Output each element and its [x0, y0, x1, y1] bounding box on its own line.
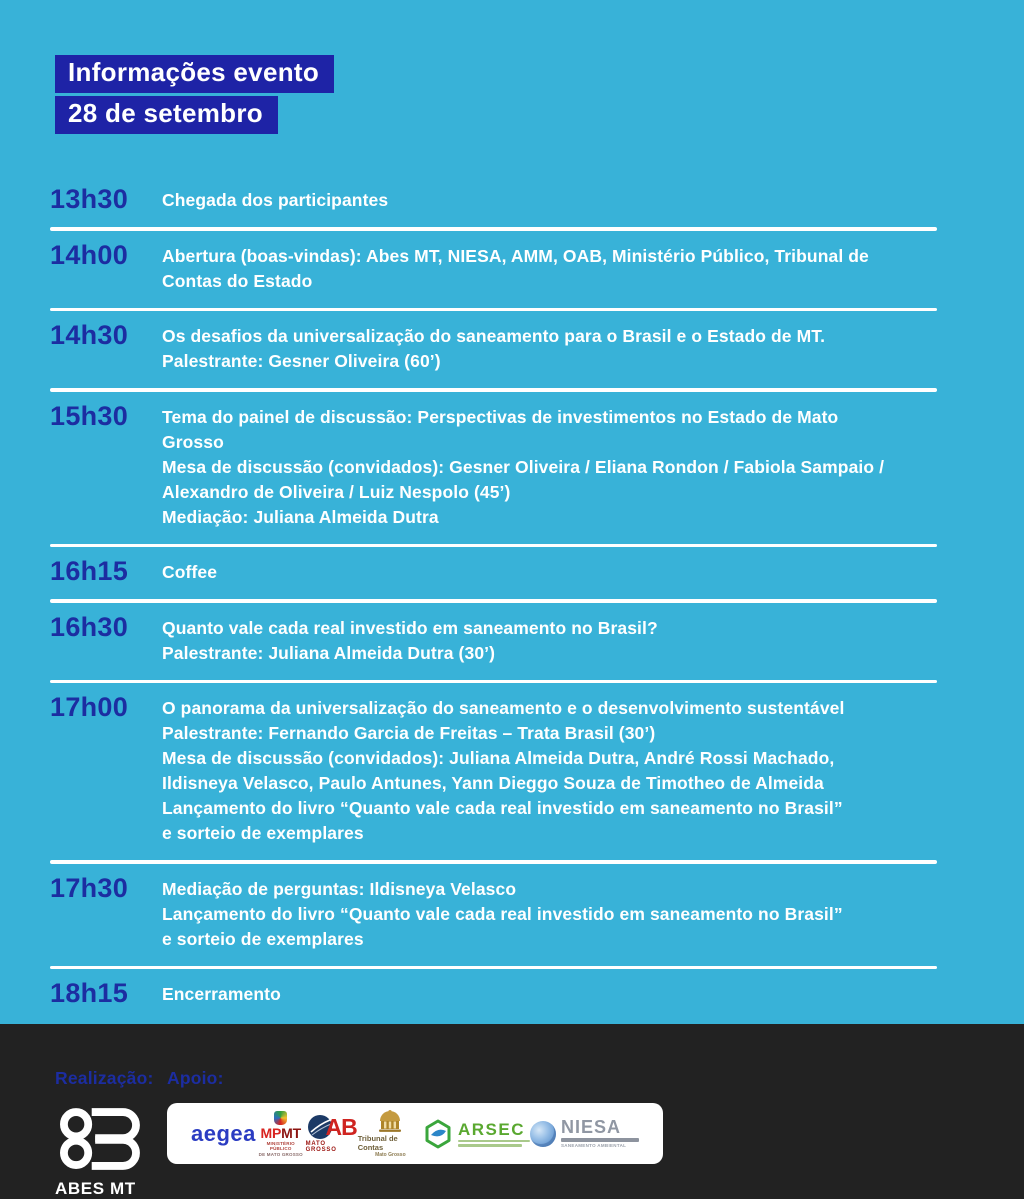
session-description: [162, 980, 937, 1007]
mpmt-wordmark: [261, 1126, 301, 1140]
poster-footer: [55, 1068, 1024, 1199]
schedule-row-13h30: [50, 175, 937, 227]
time-label: 17h00: [50, 692, 129, 722]
time-label: 16h15: [50, 556, 129, 586]
tribunal-sublabel: Mato Grosso: [375, 1152, 406, 1158]
mpmt-crest-icon: [274, 1111, 287, 1125]
arsec-subtext-bar: [458, 1144, 522, 1147]
realizacao-section: [55, 1068, 167, 1199]
schedule-row-18h15: [50, 969, 937, 1021]
schedule-row-17h30: [50, 864, 937, 966]
schedule-row-15h30: [50, 392, 937, 544]
description-line: Os desafios da universalização do saneamento para o Brasil e o Estado de MT.: [162, 326, 826, 346]
session-description: [162, 403, 937, 530]
time-label: 13h30: [50, 184, 129, 214]
description-line: Quanto vale cada real investido em saneamento no Brasil?: [162, 617, 658, 638]
realizacao-label: Realização:: [55, 1068, 154, 1088]
time-label: 14h00: [50, 239, 129, 270]
session-description: [162, 875, 937, 952]
description-line: Grosso: [162, 431, 224, 452]
schedule-row-17h00: [50, 683, 937, 860]
session-description: [162, 242, 937, 294]
description-line: Coffee: [162, 562, 218, 582]
description-line: Lançamento do livro “Quanto vale cada real investido em saneamento no Brasil”: [162, 798, 843, 818]
session-description: [162, 322, 937, 374]
time-label: 16h30: [50, 611, 129, 642]
description-line: Mesa de discussão (convidados): Gesner Oliveira / Eliana Rondon / Fabiola Sampaio /: [162, 456, 885, 477]
aegea-wordmark: aegea: [191, 1120, 256, 1146]
description-line: Alexandro de Oliveira / Luiz Nespolo (45’): [162, 481, 511, 502]
description-line: Palestrante: Fernando Garcia de Freitas – Trata Brasil (30’): [162, 723, 656, 743]
time-label: 17h30: [50, 872, 129, 903]
niesa-wordmark: NIESA: [561, 1117, 622, 1138]
tribunal-contas-logo: [358, 1109, 423, 1158]
poster-header: [0, 0, 1024, 134]
event-date-badge: [55, 96, 278, 134]
description-line: Abertura (boas-vindas): Abes MT, NIESA, AMM, OAB, Ministério Público, Tribunal de: [162, 245, 869, 266]
mpmt-subtext2: DE MATO GROSSO: [258, 1151, 303, 1157]
arsec-hexagon-icon: [423, 1119, 453, 1149]
session-description: [162, 558, 937, 585]
description-line: e sorteio de exemplares: [162, 928, 364, 949]
description-line: Lançamento do livro “Quanto vale cada real investido em saneamento no Brasil”: [162, 903, 843, 924]
arsec-wordmark: ARSEC: [458, 1119, 526, 1139]
description-line: Encerramento: [162, 984, 281, 1004]
description-line: O panorama da universalização do saneamento e o desenvolvimento sustentável: [162, 698, 845, 718]
schedule-row-16h30: [50, 603, 937, 680]
apoio-section: [167, 1068, 1024, 1164]
description-line: Mediação de perguntas: Ildisneya Velasco: [162, 878, 517, 899]
session-description: [162, 186, 937, 213]
niesa-subtext: SANEAMENTO AMBIENTAL: [561, 1142, 627, 1148]
schedule: [50, 175, 937, 1021]
schedule-row-14h00: [50, 231, 937, 308]
description-line: Mediação: Juliana Almeida Dutra: [162, 506, 439, 527]
niesa-subtext-bar: [561, 1138, 639, 1142]
tribunal-building-icon: [375, 1109, 405, 1133]
oab-subtext: MATO GROSSO: [305, 1141, 337, 1153]
description-line: Palestrante: Juliana Almeida Dutra (30’): [162, 642, 496, 663]
mpmt-mp: MP: [260, 1124, 282, 1141]
description-line: Mesa de discussão (convidados): Juliana Almeida Dutra, André Rossi Machado,: [162, 748, 835, 768]
apoio-label: Apoio:: [167, 1068, 224, 1088]
session-description: [162, 614, 937, 666]
time-label: 15h30: [50, 400, 129, 431]
abes-mt-label: ABES MT: [55, 1179, 136, 1198]
description-line: Ildisneya Velasco, Paulo Antunes, Yann Dieggo Souza de Timotheo de Almeida: [162, 773, 824, 793]
abes-mt-logo: [55, 1106, 151, 1199]
event-info-title: Informações evento: [68, 57, 320, 87]
event-date: 28 de setembro: [68, 98, 263, 128]
sponsor-logo-strip: [167, 1103, 663, 1164]
aegea-logo: [191, 1121, 256, 1147]
description-line: Tema do painel de discussão: Perspectivas de investimentos no Estado de Mato: [162, 406, 839, 427]
session-description: [162, 694, 937, 846]
description-line: Contas do Estado: [162, 270, 313, 291]
niesa-logo: [530, 1119, 639, 1148]
description-line: Chegada dos participantes: [162, 190, 389, 210]
oab-logo: [306, 1114, 358, 1153]
niesa-globe-icon: [530, 1121, 556, 1147]
event-info-badge: [55, 55, 334, 93]
mpmt-subtext: MINISTÉRIO PÚBLICO: [266, 1140, 295, 1151]
description-line: Palestrante: Gesner Oliveira (60’): [162, 351, 441, 371]
mpmt-mt: MT: [281, 1124, 301, 1141]
tribunal-label: Tribunal de Contas: [357, 1134, 398, 1152]
abes-logo-icon: [55, 1106, 151, 1172]
oab-wordmark: AB: [325, 1114, 357, 1140]
schedule-row-16h15: [50, 547, 937, 599]
description-line: e sorteio de exemplares: [162, 823, 364, 843]
arsec-logo: [423, 1119, 530, 1149]
arsec-subtext-bar: [458, 1140, 530, 1143]
mpmt-logo: [256, 1111, 306, 1157]
oab-mark: [307, 1114, 357, 1140]
time-label: 18h15: [50, 978, 129, 1008]
time-label: 14h30: [50, 320, 129, 350]
schedule-row-14h30: [50, 311, 937, 388]
